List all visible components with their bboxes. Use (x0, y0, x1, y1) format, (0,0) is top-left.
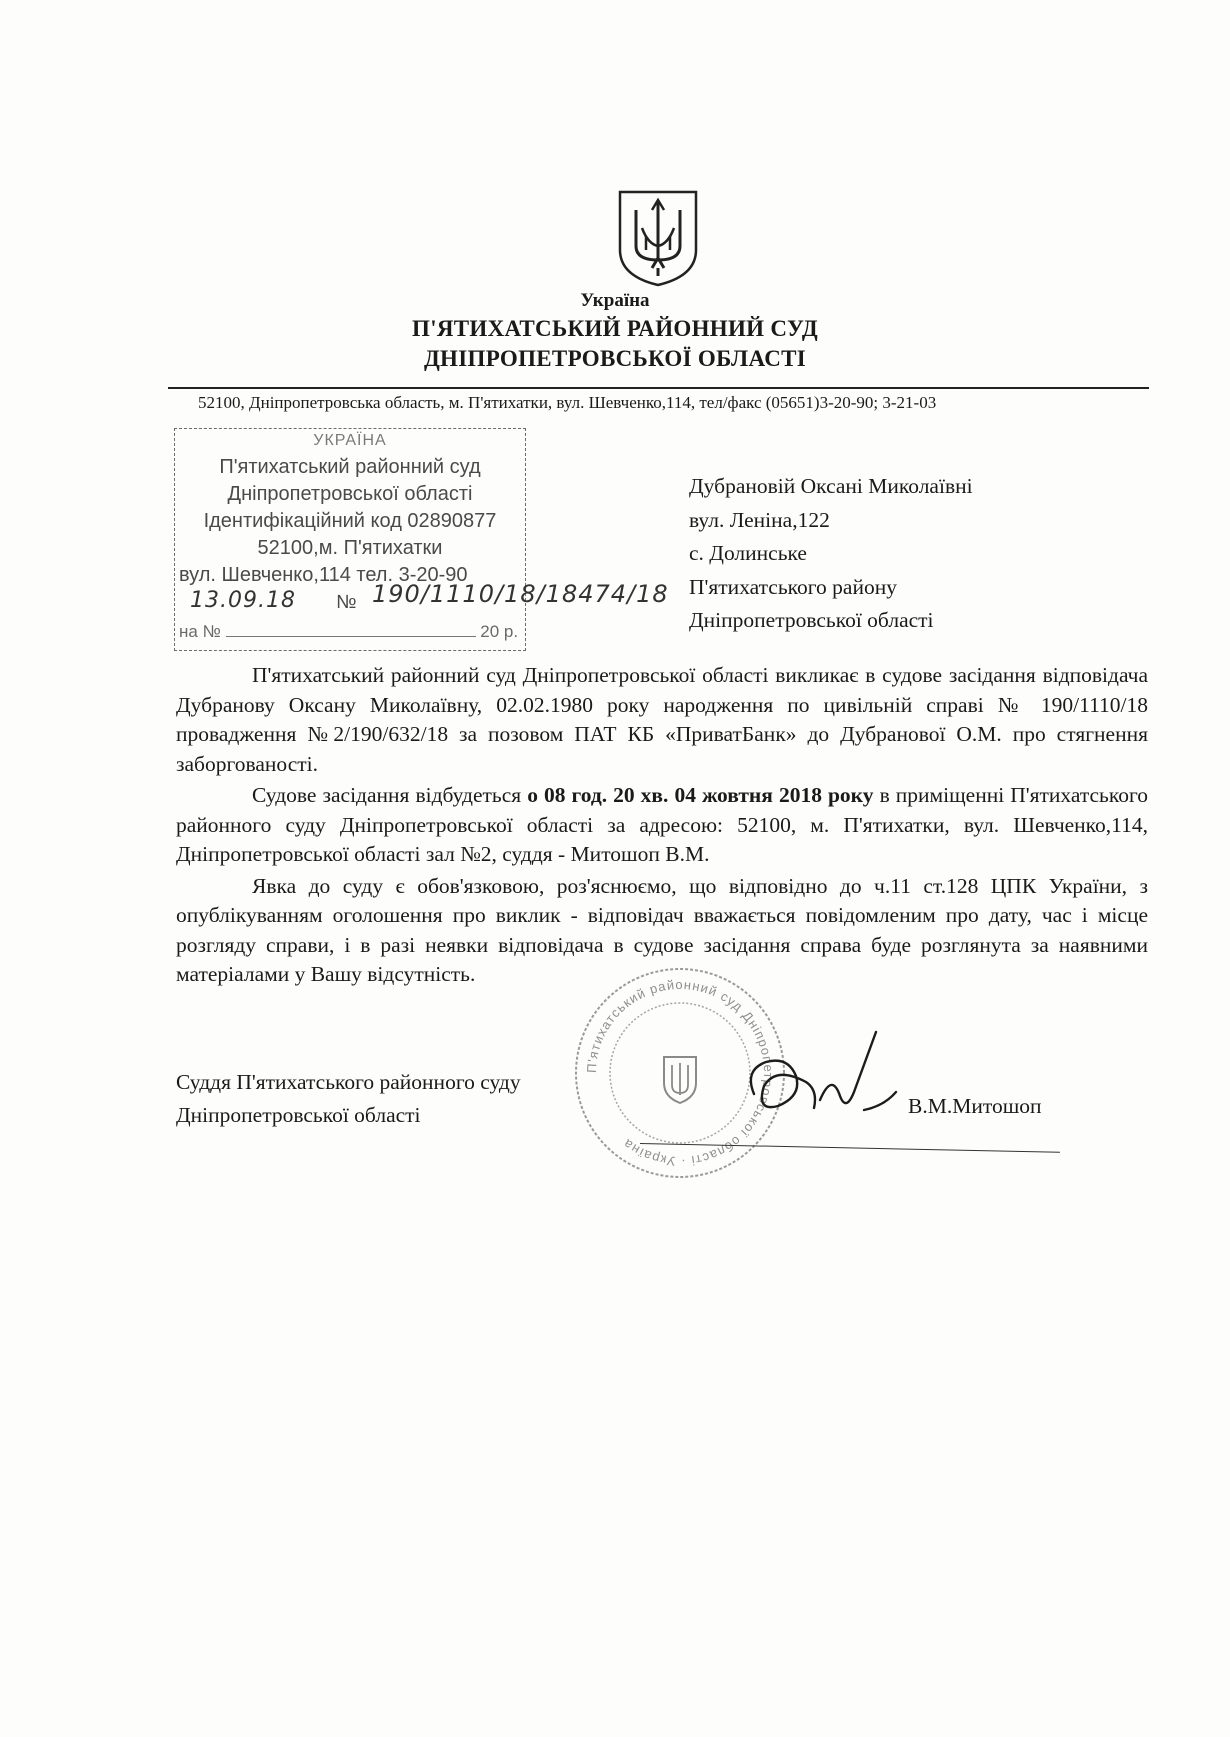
judge-title (176, 1066, 521, 1132)
stamp-date-handwritten: 13.09.18 (190, 588, 296, 613)
stamp-line: вул. Шевченко,114 тел. 3-20-90 (179, 564, 468, 586)
court-address-line: 52100, Дніпропетровська область, м. П'ятихатки, вул. Шевченко,114, тел/факс (05651)3-20-90; 3-21-03 (198, 393, 937, 412)
stamp-line: Дніпропетровської області (227, 483, 473, 505)
body-paragraph: П'ятихатський районний суд Дніпропетровської області викликає в судове засідання відповідача Дубранову Оксану Миколаївну, 02.02.1980 року народження по цивільній справі № 190/1110/18 провадження №2/190/632/18 за позовом ПАТ КБ «ПриватБанк» до Дубранової О.М. про стягнення заборгованості. (176, 663, 1148, 776)
recipient-address (689, 470, 973, 638)
body-paragraph (176, 781, 1148, 870)
stamp-line: П'ятихатський районний суд (219, 456, 481, 478)
recipient-line: вул. Леніна,122 (689, 507, 830, 532)
stamp-number-handwritten: 190/1110/18/18474/18 (372, 580, 669, 608)
judge-title-line: Дніпропетровської області (176, 1103, 421, 1127)
stamp-line: 52100,м. П'ятихатки (257, 537, 443, 559)
handwritten-signature-icon (736, 1022, 906, 1132)
body-paragraph: Явка до суду є обов'язковою, роз'яснюємо, що відповідно до ч.11 ст.128 ЦПК України, з опублікуванням оголошення про виклик - відповідач вважається повідомленим про дату, час і місце розгляду справи, і в разі неявки відповідача в судове засідання справа буде розглянута за наявними матеріалами у Вашу відсутність. (176, 873, 1148, 986)
hearing-datetime: о 08 год. 20 хв. 04 жовтня 2018 року (527, 783, 874, 807)
paragraph-text: Судове засідання відбудеться (252, 783, 528, 807)
recipient-line: П'ятихатського району (689, 574, 897, 599)
header-region: ДНІПРОПЕТРОВСЬКОЇ ОБЛАСТІ (423, 346, 807, 371)
header-court-name: П'ЯТИХАТСЬКИЙ РАЙОННИЙ СУД (412, 316, 818, 341)
recipient-line: Дубрановій Оксані Миколаївні (689, 474, 973, 498)
trident-coat-of-arms-icon (616, 188, 700, 288)
summons-body (176, 661, 1148, 992)
stamp-reply-label: на № (179, 622, 221, 641)
recipient-line: Дніпропетровської області (689, 608, 934, 632)
registration-stamp (174, 428, 526, 651)
judge-name: В.М.Митошоп (908, 1094, 1042, 1118)
stamp-line: УКРАЇНА (313, 432, 387, 449)
stamp-line: Ідентифікаційний код 02890877 (203, 510, 497, 532)
stamp-reply-row (179, 622, 529, 642)
judge-title-line: Суддя П'ятихатського районного суду (176, 1070, 521, 1094)
seal-text: П'ятихатський районний суд Дніпропетровської області · Україна (583, 976, 777, 1170)
stamp-reply-suffix: 20 р. (480, 622, 519, 641)
paragraph-text: в приміщенні П'ятихатського районного суду Дніпропетровської області за адресою: 52100, м. П'ятихатки, вул. Шевченко,114, Дніпропетровської області зал №2, суддя - Митошоп В.М. (176, 783, 1148, 866)
header-country: Україна (580, 290, 650, 311)
recipient-line: с. Долинське (689, 541, 807, 565)
header-divider (168, 387, 1149, 389)
stamp-number-prefix: № (336, 592, 357, 613)
